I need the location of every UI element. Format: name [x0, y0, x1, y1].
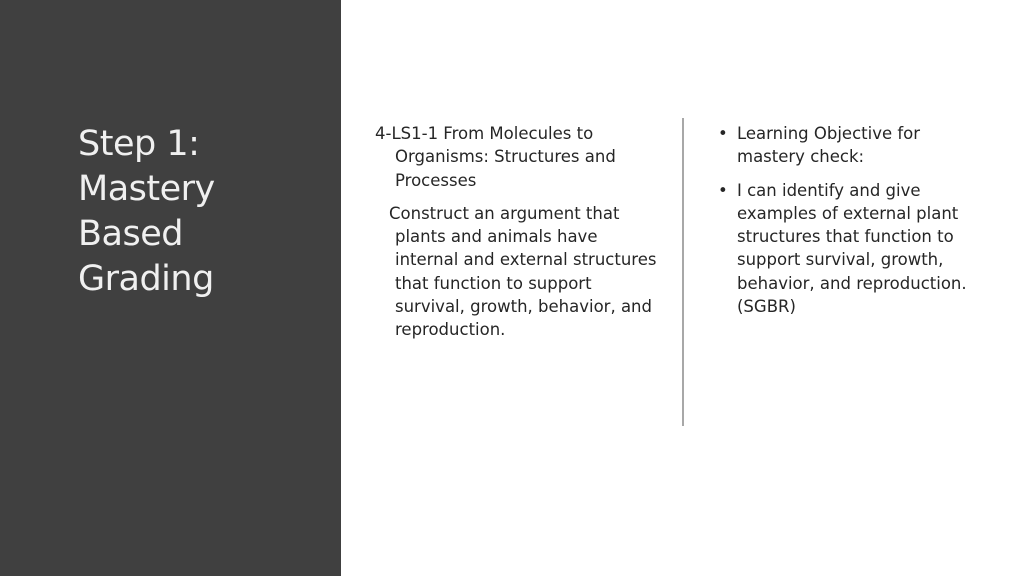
objective-item	[716, 179, 986, 319]
slide-title-line: Based	[78, 214, 183, 254]
bullet-icon: •	[718, 180, 728, 200]
objectives-column	[716, 122, 986, 328]
slide-title-line: Step 1:	[78, 124, 200, 164]
slide-title-line: Grading	[78, 259, 214, 299]
standard-heading: 4-LS1-1 From Molecules to Organisms: Structures and Processes	[375, 124, 616, 190]
slide-title-line: Mastery	[78, 169, 215, 209]
standard-column	[375, 122, 660, 342]
column-divider	[682, 118, 684, 426]
slide-title	[78, 122, 318, 302]
title-panel	[0, 0, 341, 576]
objective-text: I can identify and give examples of external plant structures that function to support survival, growth, behavior, and reproduction. (SGBR)	[737, 180, 967, 317]
objective-text: Learning Objective for mastery check:	[737, 124, 921, 167]
objectives-list	[716, 122, 986, 318]
bullet-icon: •	[718, 124, 728, 143]
objective-item	[716, 122, 986, 169]
standard-description: Construct an argument that plants and animals have internal and external structures that function to support survival, growth, behavior, and reproduction.	[389, 203, 657, 340]
